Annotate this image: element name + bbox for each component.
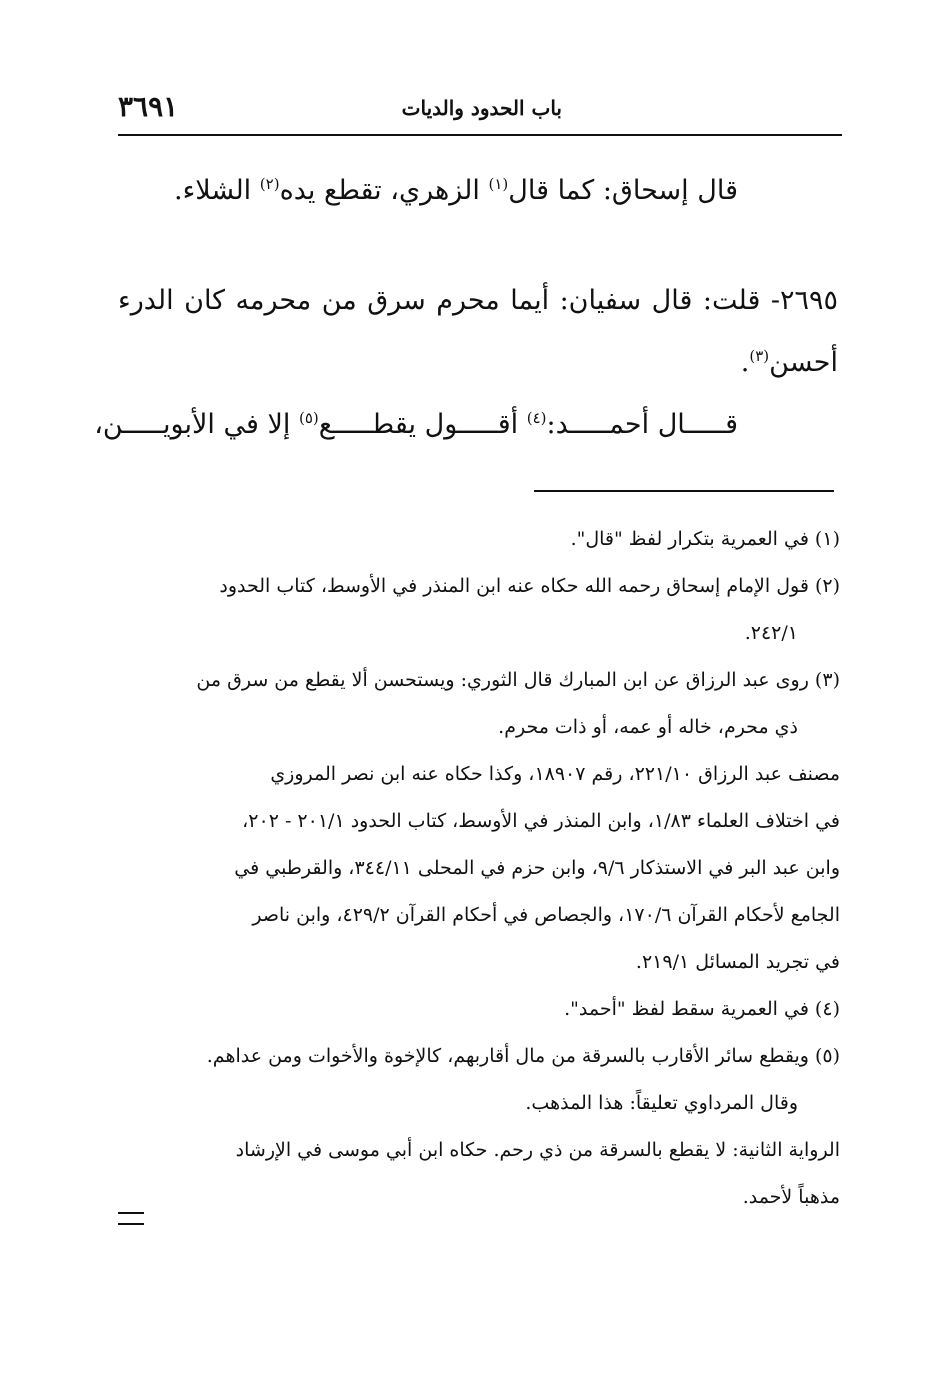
footnote-separator bbox=[534, 490, 834, 492]
main-text-line1 bbox=[118, 160, 838, 222]
footnote-ref-2: (٢) bbox=[259, 175, 280, 193]
footnote-5-continuation: وقال المرداوي تعليقاً: هذا المذهب. bbox=[525, 1092, 798, 1114]
footnote-3-sources-line3: وابن عبد البر في الاستذكار ٩/٦، وابن حزم في المحلى ٣٤٤/١١، والقرطبي في bbox=[234, 857, 840, 879]
footnote-3-sources-line1: مصنف عبد الرزاق ٢٢١/١٠، رقم ١٨٩٠٧، وكذا حكاه عنه ابن نصر المروزي bbox=[270, 763, 840, 785]
page-header bbox=[118, 88, 842, 136]
entry-2695: ٢٦٩٥- قلت: قال سفيان: أيما محرم سرق من محرمه كان الدرء bbox=[118, 285, 838, 316]
footnotes bbox=[118, 516, 840, 1221]
page-number: ٣٦٩١ bbox=[118, 90, 179, 123]
entry-2695-continuation: أحسن$^{(٣)}$. bbox=[740, 347, 838, 378]
footnote-1: (١) في العمرية بتكرار لفظ "قال". bbox=[570, 528, 840, 550]
footnote-5: (٥) ويقطع سائر الأقارب بالسرقة من مال أقاربهم، كالإخوة والأخوات ومن عداهم. bbox=[206, 1045, 840, 1067]
footnote-3-sources-line2: في اختلاف العلماء ١/٨٣، وابن المنذر في الأوسط، كتاب الحدود ٢٠١/١ - ٢٠٢، bbox=[242, 810, 840, 832]
footnote-3-continuation: ذي محرم، خاله أو عمه، أو ذات محرم. bbox=[498, 716, 798, 738]
footnote-ref-5: (٥) bbox=[298, 409, 319, 427]
footnote-ref-1: (١) bbox=[488, 175, 509, 193]
footnote-ref-4: (٤) bbox=[526, 409, 547, 427]
ishaq-statement: قال إسحاق: كما قال$^{(١)}$ الزهري، تقطع يده$^{(٢)}$ الشلاء. bbox=[173, 175, 738, 206]
main-text-entry bbox=[94, 270, 838, 456]
footnote-3-sources-line4: الجامع لأحكام القرآن ١٧٠/٦، والجصاص في أحكام القرآن ٤٢٩/٢، وابن ناصر bbox=[252, 904, 840, 926]
continuation-mark bbox=[118, 1212, 144, 1225]
footnote-2-continuation: ٢٤٢/١. bbox=[744, 622, 798, 644]
footnote-4: (٤) في العمرية سقط لفظ "أحمد". bbox=[564, 998, 840, 1020]
ahmad-statement: قـــــال أحمـــــد:$^{(٤)}$ أقـــــول يقطـــــع$^{(٥)}$ إلا في الأبويـــــن، bbox=[94, 409, 738, 440]
footnote-3: (٣) روى عبد الرزاق عن ابن المبارك قال الثوري: ويستحسن ألا يقطع من سرق من bbox=[196, 669, 840, 691]
footnote-ref-3: (٣) bbox=[749, 347, 770, 365]
footnote-3-sources-line5: في تجريد المسائل ٢١٩/١. bbox=[635, 951, 840, 973]
footnote-5-riwaya-line1: الرواية الثانية: لا يقطع بالسرقة من ذي رحم. حكاه ابن أبي موسى في الإرشاد bbox=[235, 1139, 840, 1161]
footnote-2: (٢) قول الإمام إسحاق رحمه الله حكاه عنه ابن المنذر في الأوسط، كتاب الحدود bbox=[219, 575, 840, 597]
footnote-5-riwaya-line2: مذهباً لأحمد. bbox=[742, 1186, 840, 1208]
running-title: باب الحدود والديات bbox=[401, 96, 562, 120]
